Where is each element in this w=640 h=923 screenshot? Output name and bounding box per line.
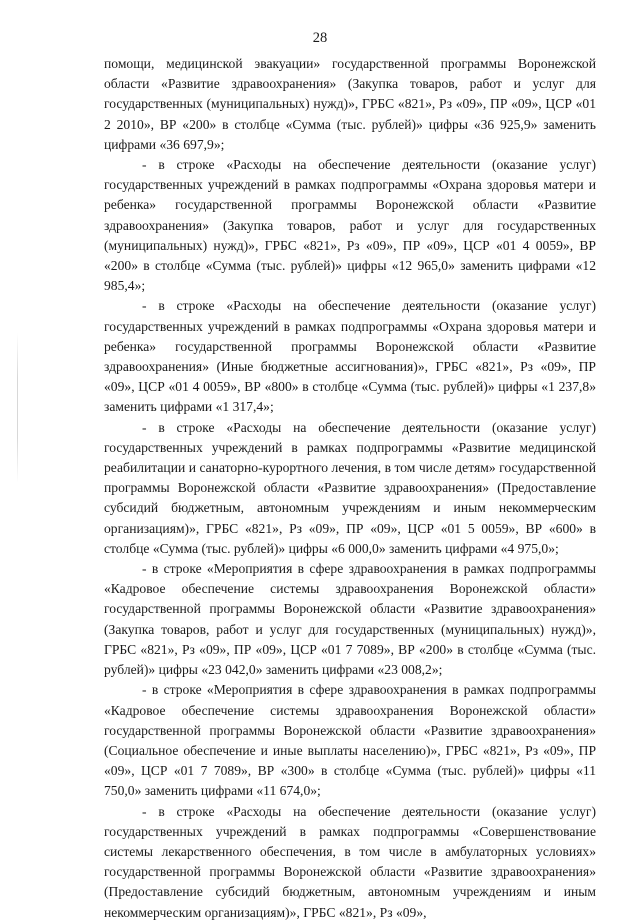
document-body [104, 54, 596, 923]
paragraph-amendment: - в строке «Мероприятия в сфере здравоохранения в рамках подпрограммы «Кадровое обеспечение системы здравоохранения Воронежской области» государственной программы Воронежской области «Развитие здравоохранения» (Закупка товаров, работ и услуг для государственных (муниципальных) нужд)», ГРБС «821», Рз «09», ПР «09», ЦСР «01 7 7089», ВР «200» в столбце «Сумма (тыс. рублей)» цифры «23 042,0» заменить цифрами «23 008,2»; [104, 561, 596, 678]
paragraph-continuation: помощи, медицинской эвакуации» государственной программы Воронежской области «Развитие здравоохранения» (Закупка товаров, работ и услуг для государственных (муниципальных) нужд)», ГРБС «821», Рз «09», ПР «09», ЦСР «01 2 2010», ВР «200» в столбце «Сумма (тыс. рублей)» цифры «36 925,9» заменить цифрами «36 697,9»; [104, 56, 596, 152]
paragraph-amendment: - в строке «Расходы на обеспечение деятельности (оказание услуг) государственных учреждений в рамках подпрограммы «Охрана здоровья матери и ребенка» государственной программы Воронежской области «Развитие здравоохранения» (Иные бюджетные ассигнования)», ГРБС «821», Рз «09», ПР «09», ЦСР «01 4 0059», ВР «800» в столбце «Сумма (тыс. рублей)» цифры «1 237,8» заменить цифрами «1 317,4»; [104, 298, 596, 415]
scan-margin-mark [17, 333, 18, 483]
paragraph-amendment: - в строке «Расходы на обеспечение деятельности (оказание услуг) государственных учреждений в рамках подпрограммы «Совершенствование системы лекарственного обеспечения, в том числе в амбулаторных условиях» государственной программы Воронежской области «Развитие здравоохранения» (Предоставление субсидий бюджетным, автономным учреждениям и иным некоммерческим организациям)», ГРБС «821», Рз «09», [104, 803, 596, 920]
paragraph-amendment: - в строке «Мероприятия в сфере здравоохранения в рамках подпрограммы «Кадровое обеспечение системы здравоохранения Воронежской области» государственной программы Воронежской области «Развитие здравоохранения» (Социальное обеспечение и иные выплаты населению)», ГРБС «821», Рз «09», ПР «09», ЦСР «01 7 7089», ВР «300» в столбце «Сумма (тыс. рублей)» цифры «11 750,0» заменить цифрами «11 674,0»; [104, 682, 596, 799]
page-number: 28 [312, 30, 328, 46]
paragraph-amendment: - в строке «Расходы на обеспечение деятельности (оказание услуг) государственных учреждений в рамках подпрограммы «Охрана здоровья матери и ребенка» государственной программы Воронежской области «Развитие здравоохранения» (Закупка товаров, работ и услуг для государственных (муниципальных) нужд)», ГРБС «821», Рз «09», ПР «09», ЦСР «01 4 0059», ВР «200» в столбце «Сумма (тыс. рублей)» цифры «12 965,0» заменить цифрами «12 985,4»; [104, 157, 596, 294]
paragraph-amendment: - в строке «Расходы на обеспечение деятельности (оказание услуг) государственных учреждений в рамках подпрограммы «Развитие медицинской реабилитации и санаторно-курортного лечения, в том числе детям» государственной программы Воронежской области «Развитие здравоохранения» (Предоставление субсидий бюджетным, автономным учреждениям и иным некоммерческим организациям)», ГРБС «821», Рз «09», ПР «09», ЦСР «01 5 0059», ВР «600» в столбце «Сумма (тыс. рублей)» цифры «6 000,0» заменить цифрами «4 975,0»; [104, 419, 596, 556]
